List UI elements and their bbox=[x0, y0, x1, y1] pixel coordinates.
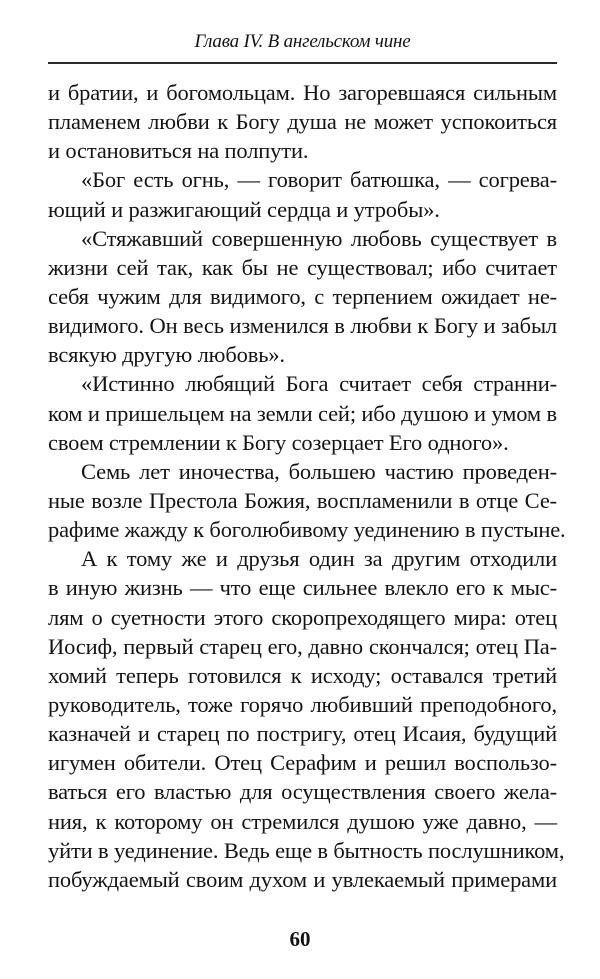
text-line: хомий теперь готовился к исходу; оставался третий bbox=[48, 662, 557, 688]
text-line: «Истинно любящий Бога считает себя странни- bbox=[81, 371, 557, 397]
text-line: казначей и старец по постригу, отец Исаия, будущий bbox=[48, 721, 557, 747]
text-line: своем стремлении к Богу созерцает Его одного». bbox=[48, 429, 509, 455]
text-line: ваться его властью для осуществления своего жела- bbox=[48, 779, 557, 805]
text-line: ющий и разжигающий сердца и утробы». bbox=[48, 196, 440, 222]
text-line: ком и пришельцем на земли сей; ибо душою и умом в bbox=[48, 400, 557, 426]
text-line: и братии, и богомольцам. Но загоревшаяся сильным bbox=[48, 80, 557, 105]
text-line: побуждаемый своим духом и увлекаемый примерами bbox=[48, 866, 557, 892]
text-line: А к тому же и друзья один за другим отходили bbox=[81, 546, 557, 572]
text-line: и остановиться на полпути. bbox=[48, 138, 309, 164]
text-line: «Стяжавший совершенную любовь существует в bbox=[81, 225, 557, 251]
text-line: уйти в уединение. Ведь еще в бытность послушником, bbox=[48, 837, 565, 863]
page-number: 60 bbox=[289, 927, 311, 951]
text-line: ные возле Престола Божия, воспламенили в отце Се- bbox=[48, 487, 557, 513]
text-line: пламенем любви к Богу душа не может успокоиться bbox=[48, 109, 557, 135]
text-line: ния, к которому он стремился душою уже давно, — bbox=[48, 808, 557, 834]
text-line: в иную жизнь — что еще сильнее влекло его к мыс- bbox=[48, 575, 557, 601]
text-line: себя чужим для видимого, с терпением ожидает не- bbox=[48, 283, 557, 309]
body-text bbox=[48, 78, 566, 894]
text-line: руководитель, тоже горячо любивший преподобного, bbox=[48, 691, 557, 717]
text-line: видимого. Он весь изменился в любви к Богу и забыл bbox=[48, 313, 557, 339]
header-rule bbox=[48, 62, 557, 64]
text-line: Иосиф, первый старец его, давно скончался; отец Па- bbox=[48, 633, 557, 659]
text-line: игумен обители. Отец Серафим и решил воспользо- bbox=[48, 750, 557, 776]
running-head-title: Глава IV. В ангельском чине bbox=[194, 31, 411, 52]
text-line: рафиме жажду к боголюбивому уединению в пустыне. bbox=[48, 517, 566, 543]
text-line: лям о суетности этого скоропреходящего мира: отец bbox=[48, 604, 557, 630]
text-line: «Бог есть огнь, — говорит батюшка, — согрева- bbox=[81, 167, 557, 193]
text-line: жизни сей так, как бы не существовал; ибо считает bbox=[48, 254, 557, 280]
text-line: Семь лет иночества, большею частию проведен- bbox=[81, 458, 557, 484]
text-line: всякую другую любовь». bbox=[48, 342, 285, 368]
